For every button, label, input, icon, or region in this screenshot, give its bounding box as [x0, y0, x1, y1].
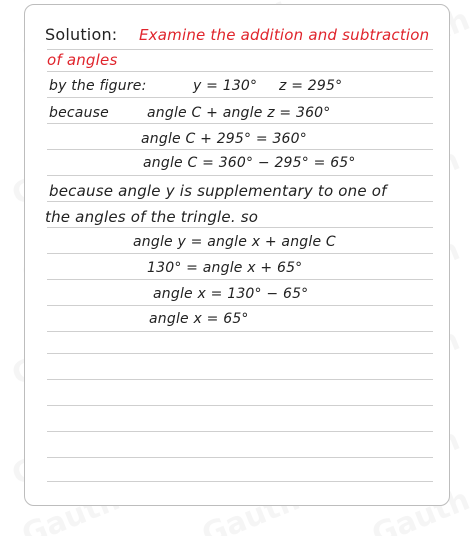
ruled-line	[47, 123, 433, 124]
ruled-line	[47, 279, 433, 280]
ruled-line	[47, 305, 433, 306]
line-supplementary: because angle y is supplementary to one of	[49, 182, 387, 200]
ruled-line	[47, 253, 433, 254]
ruled-line	[47, 97, 433, 98]
line-angle-x-difference: angle x = 130° − 65°	[153, 286, 309, 302]
line-130-equation: 130° = angle x + 65°	[147, 260, 303, 276]
line-z-value: z = 295°	[279, 78, 343, 94]
line-angle-c-result: angle C = 360° − 295° = 65°	[143, 155, 356, 171]
ruled-line	[47, 431, 433, 432]
ruled-line	[47, 149, 433, 150]
solution-intro-line1: Examine the addition and subtraction	[139, 26, 430, 44]
ruled-line	[47, 201, 433, 202]
line-because: because	[49, 105, 109, 121]
ruled-line	[47, 71, 433, 72]
ruled-line	[47, 227, 433, 228]
ruled-line	[47, 353, 433, 354]
ruled-line	[47, 405, 433, 406]
line-angle-x-result: angle x = 65°	[149, 311, 249, 327]
ruled-line	[47, 175, 433, 176]
line-triangle: the angles of the tringle. so	[45, 208, 259, 226]
solution-intro-line2: of angles	[47, 51, 118, 69]
ruled-line	[47, 457, 433, 458]
solution-heading: Solution:	[45, 25, 118, 44]
line-by-the-figure: by the figure:	[49, 78, 147, 94]
ruled-line	[47, 481, 433, 482]
ruled-line	[47, 49, 433, 50]
line-angle-c-plus-z: angle C + angle z = 360°	[147, 105, 331, 121]
ruled-line	[47, 379, 433, 380]
line-angle-y-sum: angle y = angle x + angle C	[133, 234, 336, 250]
line-angle-c-plus-295: angle C + 295° = 360°	[141, 131, 307, 147]
ruled-line	[47, 331, 433, 332]
line-y-value: y = 130°	[193, 78, 258, 94]
solution-card	[24, 4, 450, 506]
